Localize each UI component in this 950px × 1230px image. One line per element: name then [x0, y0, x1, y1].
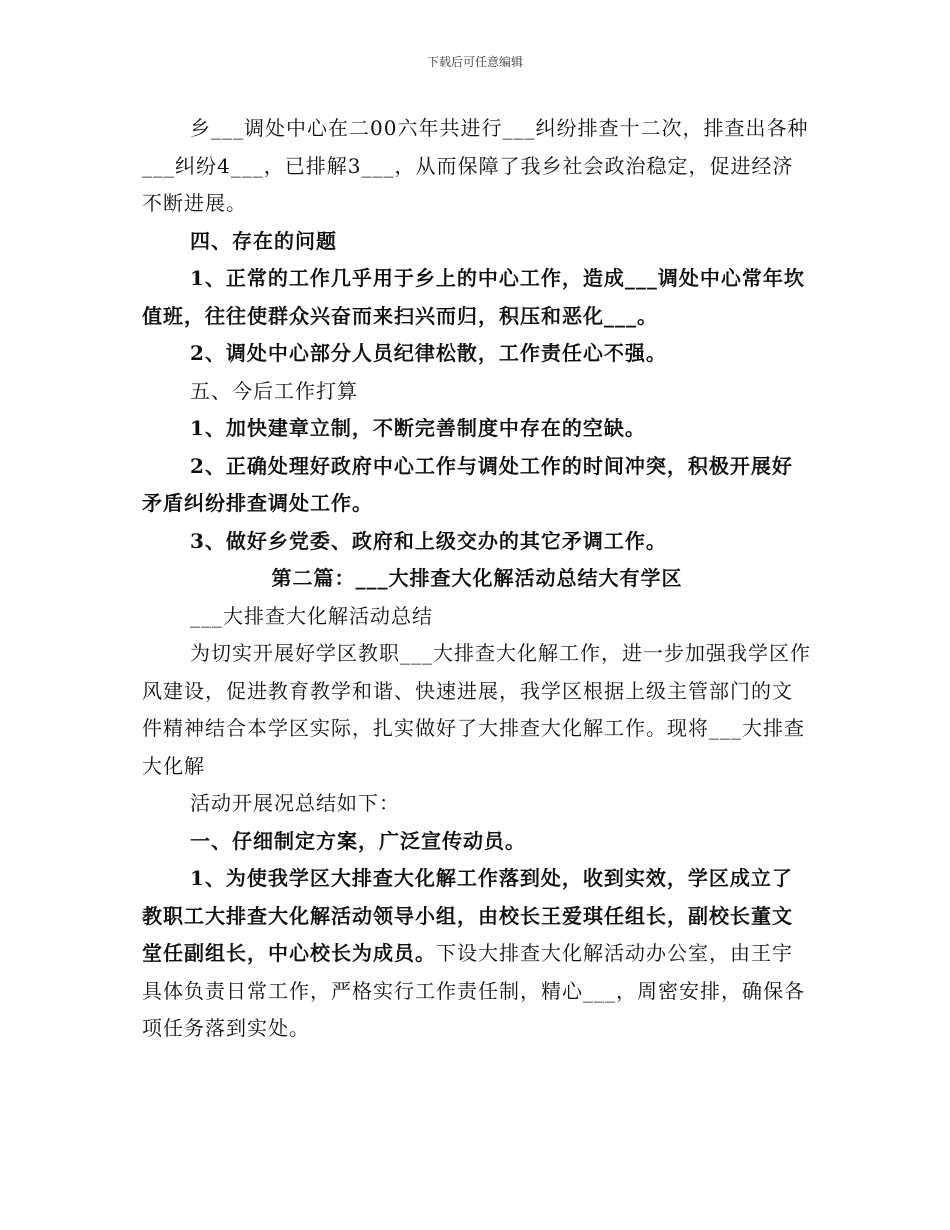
paragraph-plan-3: 3、做好乡党委、政府和上级交办的其它矛调工作。 — [190, 528, 667, 553]
paragraph-plan-1: 1、加快建章立制，不断完善制度中存在的空缺。 — [190, 416, 646, 440]
chapter-title: 第二篇：___大排查大化解活动总结大有学区 — [271, 566, 683, 590]
section-heading-plan-formulation: 一、仔细制定方案，广泛宣传动员。 — [190, 828, 526, 853]
document-body — [142, 110, 812, 1048]
paragraph-1: 乡___调处中心在二00六年共进行___纠纷排查十二次，排查出各种___纠纷4___，已排解3___，从而保障了我乡社会政治稳定，促进经济不断进展。 — [142, 116, 809, 215]
section-heading-plans: 五、今后工作打算 — [190, 378, 358, 403]
paragraph-plan-2: 2、正确处理好政府中心工作与调处工作的时间冲突，积极开展好矛盾纠纷排查调处工作。 — [142, 453, 793, 515]
leadership-normal-text: 下设大排查大化解活动办公室，由王宇具体负责日常工作，严格实行工作责任制，精心___，周密安排，确保各项任务落到实处。 — [142, 941, 805, 1040]
subtitle: ___大排查大化解活动总结 — [190, 603, 433, 628]
page-header: 下载后可任意编辑 — [426, 55, 523, 69]
paragraph-problem-1: 1、正常的工作几乎用于乡上的中心工作，造成___调处中心常年坎值班，往往使群众兴奋而来扫兴而归，积压和恶化___。 — [142, 266, 805, 328]
paragraph-problem-2: 2、调处中心部分人员纪律松散，工作责任心不强。 — [190, 341, 667, 365]
section-heading-problems: 四、存在的问题 — [190, 228, 337, 253]
paragraph-summary-lead: 活动开展况总结如下： — [190, 791, 400, 815]
paragraph-leadership — [142, 860, 812, 1048]
paragraph-intro: 为切实开展好学区教职___大排查大化解工作，进一步加强我学区作风建设，促进教育教学和谐、快速进展，我学区根据上级主管部门的文件精神结合本学区实际，扎实做好了大排查大化解工作。现将___大排查大化解 — [142, 641, 811, 778]
leadership-bold-text: 1、为使我学区大排查大化解工作落到处，收到实效，学区成立了教职工大排查大化解活动领导小组，由校长王爱琪任组长，副校长董文堂任副组长，中心校长为成员。 — [142, 866, 793, 965]
